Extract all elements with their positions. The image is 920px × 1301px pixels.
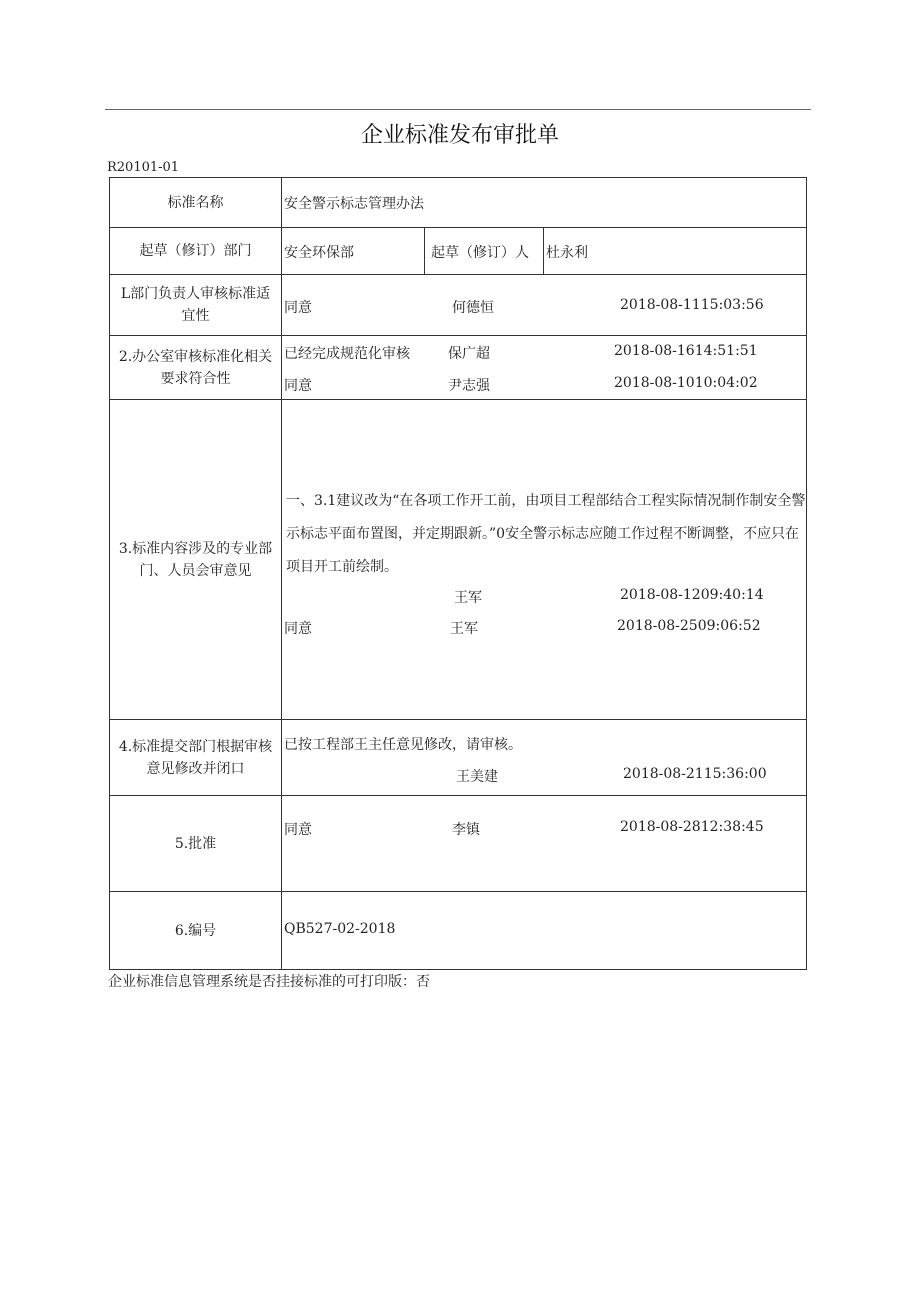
step2-name-2: 尹志强 [448, 378, 490, 394]
step2-time-1: 2018-08-1614:51:51 [614, 343, 758, 359]
standard-number-value: QB527-02-2018 [284, 921, 396, 937]
step1-name: 何德恒 [452, 300, 494, 316]
step2-opinion-2: 同意 [284, 378, 312, 394]
step3-time-2: 2018-08-2509:06:52 [617, 618, 761, 634]
step3-name-1: 王军 [454, 590, 482, 606]
row-step1 [110, 275, 807, 336]
row-step3 [110, 400, 807, 720]
step4-name: 王美建 [456, 769, 498, 785]
step6-cell [282, 892, 807, 970]
step2-name-1: 保广超 [448, 346, 490, 362]
row-step5 [110, 796, 807, 892]
step5-cell [282, 796, 807, 892]
header-rule [105, 109, 811, 110]
drafter-label-cell [425, 228, 544, 275]
drafter-cell [544, 228, 807, 275]
step5-name: 李镇 [452, 822, 480, 838]
step4-cell [282, 720, 807, 796]
step3-time-1: 2018-08-1209:40:14 [620, 587, 764, 603]
drafter-label: 起草（修订）人 [431, 245, 529, 261]
step6-label: 6.编号 [110, 892, 282, 970]
drafting-dept-label: 起草（修订）部门 [110, 228, 282, 275]
step2-opinion-1: 已经完成规范化审核 [284, 346, 410, 362]
form-code: R20101-01 [107, 160, 180, 175]
approval-form-table [109, 177, 807, 970]
standard-name-label: 标准名称 [110, 178, 282, 228]
step1-opinion: 同意 [284, 300, 312, 316]
step1-label: L部门负责人审核标准适宜性 [110, 275, 282, 336]
step5-time: 2018-08-2812:38:45 [620, 819, 764, 835]
document-title: 企业标准发布审批单 [360, 123, 559, 148]
step5-label: 5.批准 [110, 796, 282, 892]
step1-cell [282, 275, 807, 336]
drafter-value: 杜永利 [546, 245, 588, 261]
row-standard-name [110, 178, 807, 228]
row-step4 [110, 720, 807, 796]
step2-label: 2.办公室审核标准化相关要求符合性 [110, 336, 282, 400]
step4-opinion: 已按工程部王主任意见修改，请审核。 [284, 737, 522, 753]
standard-name-value: 安全警示标志管理办法 [284, 196, 424, 212]
step3-comment: 一、3.1建议改为“在各项工作开工前，由项目工程部结合工程实际情况制作制安全警示标志平面布置图，并定期跟新。”0安全警示标志应随工作过程不断调整，不应只在项目开工前绘制。 [286, 493, 806, 575]
step3-label: 3.标准内容涉及的专业部门、人员会审意见 [110, 400, 282, 720]
row-drafting [110, 228, 807, 275]
row-step2 [110, 336, 807, 400]
step3-cell [282, 400, 807, 720]
step1-time: 2018-08-1115:03:56 [620, 297, 764, 313]
step3-opinion-2: 同意 [284, 621, 312, 637]
step4-label: 4.标准提交部门根据审核意见修改并闭口 [110, 720, 282, 796]
step3-name-2: 王军 [450, 621, 478, 637]
drafting-dept-value: 安全环保部 [284, 245, 354, 261]
step2-time-2: 2018-08-1010:04:02 [614, 375, 758, 391]
step2-cell [282, 336, 807, 400]
step4-time: 2018-08-2115:36:00 [623, 766, 767, 782]
standard-name-cell [282, 178, 807, 228]
drafting-dept-cell [282, 228, 425, 275]
row-step6 [110, 892, 807, 970]
step5-opinion: 同意 [284, 822, 312, 838]
footer-note: 企业标准信息管理系统是否挂接标准的可打印版：否 [108, 974, 430, 990]
